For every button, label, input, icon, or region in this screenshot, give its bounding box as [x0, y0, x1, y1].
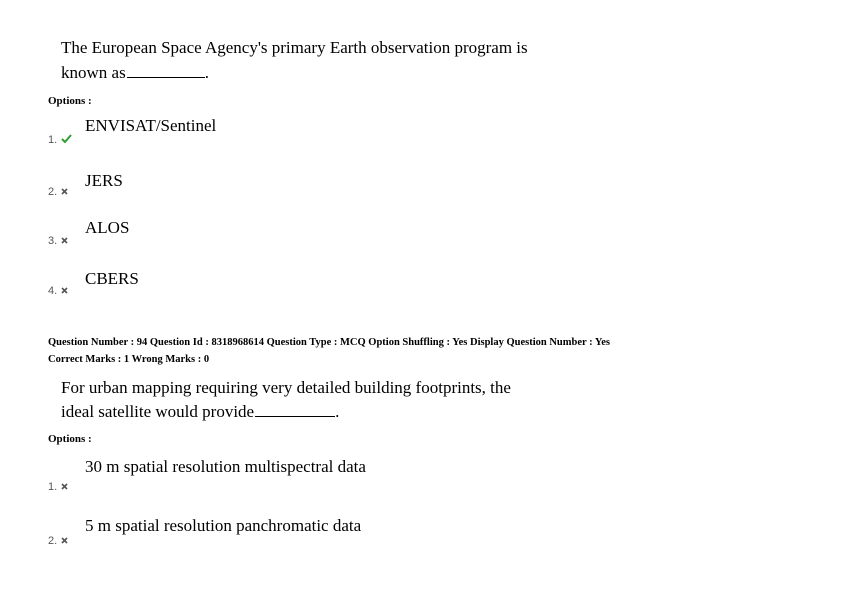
option-text: ENVISAT/Sentinel [85, 116, 217, 135]
question-text-line2 [61, 61, 209, 85]
marks-meta: Correct Marks : 1 Wrong Marks : 0 [48, 354, 210, 365]
options-label: Options : [48, 433, 92, 445]
option-text: ALOS [85, 218, 130, 237]
cross-icon [61, 186, 68, 198]
option-number-label: 4. [48, 285, 58, 297]
option-text: JERS [85, 171, 123, 190]
option-number-label: 2. [48, 186, 58, 198]
option-number-label: 1. [48, 481, 58, 493]
option-number [48, 481, 68, 493]
question-meta: Question Number : 94 Question Id : 8318968614 Question Type : MCQ Option Shuffling : Yes Display Question Number : Yes [48, 337, 611, 348]
option-number-label: 1. [48, 134, 58, 146]
cross-icon [61, 535, 68, 547]
option-text: 30 m spatial resolution multispectral data [85, 457, 366, 476]
question-text-end: . [204, 63, 209, 82]
question-text-line2-content: known as [61, 63, 126, 82]
option-number [48, 235, 68, 247]
question-text-line1: The European Space Agency's primary Earth observation program is [61, 38, 528, 57]
answer-blank [255, 401, 335, 417]
options-label: Options : [48, 95, 92, 107]
option-number-label: 2. [48, 535, 58, 547]
question-text-line2-content: ideal satellite would provide [61, 402, 255, 421]
option-number [48, 134, 72, 146]
cross-icon [61, 285, 68, 297]
question-text-end: . [335, 402, 340, 421]
option-number [48, 285, 68, 297]
cross-icon [61, 481, 68, 493]
option-text: CBERS [85, 269, 139, 288]
check-icon [61, 134, 72, 146]
option-text: 5 m spatial resolution panchromatic data [85, 516, 362, 535]
option-number-label: 3. [48, 235, 58, 247]
question-text-line2 [61, 400, 339, 424]
answer-blank [127, 62, 205, 78]
cross-icon [61, 235, 68, 247]
option-number [48, 535, 68, 547]
question-text-line1: For urban mapping requiring very detailed building footprints, the [61, 378, 511, 397]
option-number [48, 186, 68, 198]
